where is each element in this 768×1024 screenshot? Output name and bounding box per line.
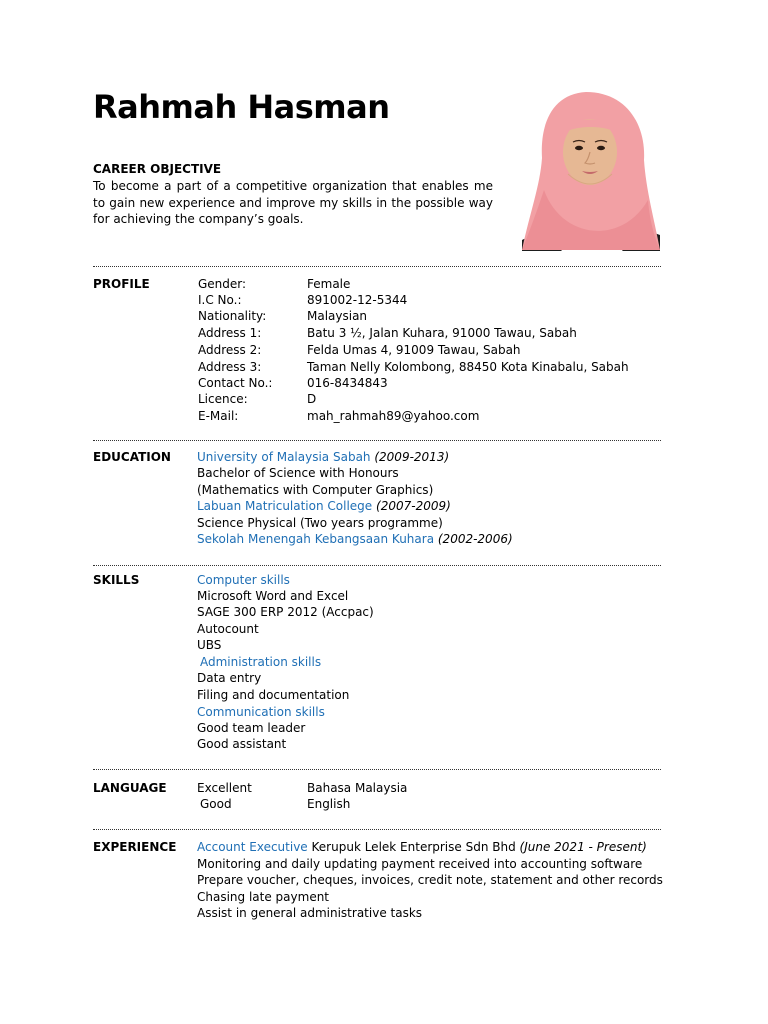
profile-label-ic: I.C No.: [198, 293, 242, 307]
skill-item: Data entry [197, 671, 262, 685]
job-duty: Assist in general administrative tasks [197, 906, 423, 920]
skill-item: Good assistant [197, 737, 287, 751]
profile-label-nationality: Nationality: [198, 309, 267, 323]
candidate-name: Rahmah Hasman [93, 88, 390, 126]
profile-value-address2: Felda Umas 4, 91009 Tawau, Sabah [307, 343, 521, 357]
profile-label-address3: Address 3: [198, 360, 262, 374]
divider [93, 829, 661, 830]
skills-heading: SKILLS [93, 573, 140, 587]
education-entry-school [197, 532, 513, 546]
matriculation-program: Science Physical (Two years programme) [197, 516, 443, 530]
skill-item: SAGE 300 ERP 2012 (Accpac) [197, 605, 374, 619]
divider [93, 769, 661, 770]
language-level: Excellent [197, 781, 252, 795]
language-heading: LANGUAGE [93, 781, 167, 795]
skill-item: Autocount [197, 622, 259, 636]
profile-value-address1: Batu 3 ½, Jalan Kuhara, 91000 Tawau, Sabah [307, 326, 577, 340]
profile-value-ic: 891002-12-5344 [307, 293, 408, 307]
language-name: English [307, 797, 351, 811]
education-entry-matriculation [197, 499, 451, 513]
school-years: (2002-2006) [437, 532, 513, 546]
university-major: (Mathematics with Computer Graphics) [197, 483, 434, 497]
education-heading: EDUCATION [93, 450, 171, 464]
university-degree: Bachelor of Science with Honours [197, 466, 399, 480]
profile-label-gender: Gender: [198, 277, 247, 291]
divider [93, 440, 661, 441]
job-period: (June 2021 - Present) [519, 840, 647, 854]
portrait-illustration [522, 90, 660, 251]
skill-item: UBS [197, 638, 222, 652]
university-years: (2009-2013) [374, 450, 450, 464]
computer-skills-heading: Computer skills [197, 573, 290, 587]
career-objective-heading: CAREER OBJECTIVE [93, 162, 222, 176]
matriculation-years: (2007-2009) [376, 499, 451, 513]
divider [93, 266, 661, 267]
job-duty: Monitoring and daily updating payment received into accounting software [197, 857, 643, 871]
profile-value-contact: 016-8434843 [307, 376, 388, 390]
profile-label-licence: Licence: [198, 392, 248, 406]
profile-label-email: E-Mail: [198, 409, 239, 423]
career-objective-text: To become a part of a competitive organization that enables me to gain new experience and improve my skills in the possible way for achieving the company’s goals. [93, 179, 493, 226]
profile-value-licence: D [307, 392, 317, 406]
profile-label-address1: Address 1: [198, 326, 262, 340]
administration-skills-heading: Administration skills [200, 655, 322, 669]
language-name: Bahasa Malaysia [307, 781, 408, 795]
profile-label-contact: Contact No.: [198, 376, 273, 390]
language-level: Good [200, 797, 232, 811]
profile-photo [522, 90, 660, 251]
skill-item: Good team leader [197, 721, 306, 735]
job-duty: Prepare voucher, cheques, invoices, credit note, statement and other records [197, 873, 663, 887]
university-name: University of Malaysia Sabah [197, 450, 371, 464]
profile-label-address2: Address 2: [198, 343, 262, 357]
matriculation-name: Labuan Matriculation College [197, 499, 373, 513]
profile-value-nationality: Malaysian [307, 309, 368, 323]
experience-heading: EXPERIENCE [93, 840, 177, 854]
job-role: Account Executive [197, 840, 308, 854]
communication-skills-heading: Communication skills [197, 705, 325, 719]
skill-item: Microsoft Word and Excel [197, 589, 349, 603]
experience-entry [197, 840, 647, 854]
job-duty: Chasing late payment [197, 890, 330, 904]
school-name: Sekolah Menengah Kebangsaan Kuhara [197, 532, 435, 546]
divider [93, 565, 661, 566]
profile-value-email: mah_rahmah89@yahoo.com [307, 409, 480, 423]
education-entry-university [197, 450, 449, 464]
skill-item: Filing and documentation [197, 688, 350, 702]
job-company: Kerupuk Lelek Enterprise Sdn Bhd [311, 840, 516, 854]
profile-value-address3: Taman Nelly Kolombong, 88450 Kota Kinabalu, Sabah [307, 360, 629, 374]
profile-heading: PROFILE [93, 277, 150, 291]
profile-value-gender: Female [307, 277, 351, 291]
